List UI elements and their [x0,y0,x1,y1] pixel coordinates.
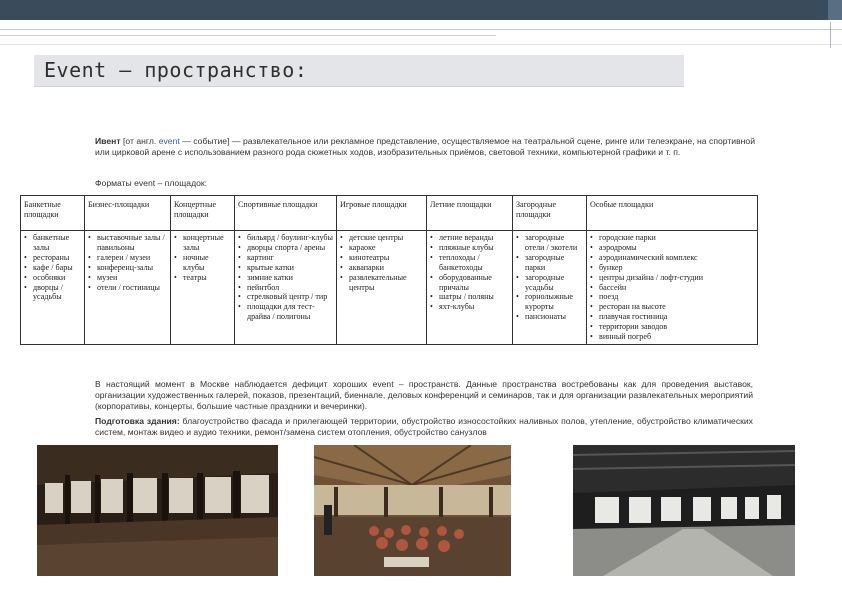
list-item: • поезд [590,292,754,302]
table-header: Спортивные площадки [235,196,337,231]
table-header-row [21,196,758,231]
list-item: • концертные залы [174,233,231,253]
venue-list [88,233,167,292]
top-bar [0,0,842,20]
list-item: • бункер [590,263,754,273]
event-hall-photo [314,445,511,576]
venue-list [174,233,231,283]
list-item: • пансионаты [516,312,583,322]
table-header: Концертные площадки [171,196,235,231]
list-item: • музеи [88,273,167,283]
deficit-paragraph: В настоящий момент в Москве наблюдается дефицит хороших event – пространств. Данные пространства востребованы как для проведения выставок, организации художественных галерей, показов, презентаций, биеннале, деловых конференций и семинаров, так и для организации развлекательных мероприятий (корпоративы, концерты, большие частные праздники и вечеринки). [95,379,753,412]
building-prep-paragraph [95,416,753,438]
list-item: • яхт-клубы [430,302,509,312]
list-item: • оборудованные причалы [430,273,509,293]
top-bar-corner [828,0,842,20]
divider-line [0,44,842,45]
list-item: • центры дизайна / лофт-студии [590,273,754,283]
list-item: • кафе / бары [24,263,81,273]
list-item: • загородные усадьбы [516,273,583,293]
divider-line [0,35,496,36]
divider-line [0,29,842,30]
list-item: • бассейн [590,283,754,293]
list-item: • рестораны [24,253,81,263]
list-item: • шатры / поляны [430,292,509,302]
table-cell [171,231,235,345]
list-item: • территории заводов [590,322,754,332]
list-item: • галереи / музеи [88,253,167,263]
list-item: • городские парки [590,233,754,243]
list-item: • летние веранды [430,233,509,243]
list-item: • конференц-залы [88,263,167,273]
list-item: • караоке [340,243,423,253]
venue-list [238,233,333,322]
list-item: • отели / гостиницы [88,283,167,293]
list-item: • крытые катки [238,263,333,273]
list-item: • дворцы / усадьбы [24,283,81,303]
list-item: • плавучая гостиница [590,312,754,322]
table-header: Загородные площадки [513,196,587,231]
list-item: • выставочные залы / павильоны [88,233,167,253]
table-header: Бизнес-площадки [85,196,171,231]
list-item: • детские центры [340,233,423,243]
list-item: • площадки для тест-драйва / полигоны [238,302,333,322]
intro-definition [95,136,755,159]
venue-list [430,233,509,312]
list-item: • стрелковый центр / тир [238,292,333,302]
list-item: • ночные клубы [174,253,231,273]
list-item: • бильярд / боулинг-клубы [238,233,333,243]
table-cell [587,231,758,345]
list-item: • загородные парки [516,253,583,273]
table-row [21,231,758,345]
table-header: Игровые площадки [337,196,427,231]
list-item: • загородные отели / экотели [516,233,583,253]
list-item: • банкетные залы [24,233,81,253]
list-item: • аэродромы [590,243,754,253]
list-item: • аквапарки [340,263,423,273]
list-item: • картинг [238,253,333,263]
venue-list [516,233,583,322]
table-cell [513,231,587,345]
list-item: • кинотеатры [340,253,423,263]
list-item: • пляжные клубы [430,243,509,253]
table-header: Летние площадки [427,196,513,231]
table-cell [85,231,171,345]
empty-hall-photo [573,445,795,576]
venue-list [590,233,754,342]
list-item: • пейнтбол [238,283,333,293]
table-header: Особые площадки [587,196,758,231]
list-item: • винный погреб [590,332,754,342]
table-cell [235,231,337,345]
loft-interior-photo [37,445,278,576]
table-cell [337,231,427,345]
list-item: • развлекательные центры [340,273,423,293]
list-item: • теплоходы / банкетоходы [430,253,509,273]
building-prep-label: Подготовка здания: [95,416,180,426]
table-header: Банкетные площадки [21,196,85,231]
building-prep-text: благоустройство фасада и прилегающей территории, обустройство износостойких наливных полов, утепление, обустройство климатических систем, монтаж видео и аудио техники, ремонт/замена систем отопления, обустройство санузлов [95,416,753,438]
formats-label: Форматы event – площадок: [95,178,208,188]
list-item: • особняки [24,273,81,283]
venue-list [24,233,81,302]
list-item: • ресторан на высоте [590,302,754,312]
list-item: • аэродинамический комплекс [590,253,754,263]
venue-list [340,233,423,292]
intro-term: Ивент [95,136,121,146]
list-item: • дворцы спорта / арены [238,243,333,253]
intro-definition-text: — событие] — развлекательное или рекламное представление, осуществляемое на театральной сцене, ринге или телеэкране, на спортивной или цирковой арене с использованием разного рода сюжетных ходов, изобразительных приёмов, световой техники, компьютерной графики и т. п. [95,136,755,158]
list-item: • горнолыжные курорты [516,292,583,312]
table-cell [427,231,513,345]
divider-line [830,22,831,48]
intro-term-link: event [158,136,180,146]
slide-title: Event – пространство: [44,58,308,82]
list-item: • зимние катки [238,273,333,283]
venue-formats-table [20,195,758,345]
intro-term-open: [от англ. [120,136,159,146]
list-item: • театры [174,273,231,283]
table-cell [21,231,85,345]
